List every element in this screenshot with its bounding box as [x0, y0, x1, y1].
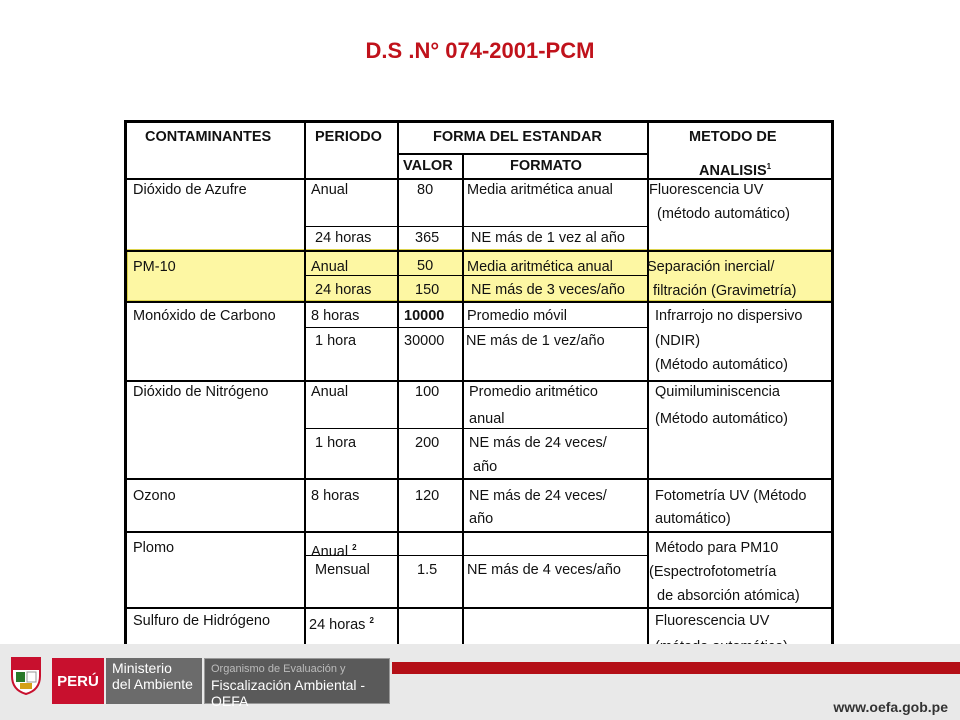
so2-m1: Fluorescencia UV [649, 182, 764, 198]
header-contaminantes: CONTAMINANTES [145, 129, 272, 145]
pm10-p2: 24 horas [315, 282, 372, 298]
header-analisis-note: 1 [766, 162, 772, 171]
row-divider [304, 327, 647, 328]
pm10-name: PM-10 [133, 259, 176, 275]
h2s-m1: Fluorescencia UV [655, 613, 770, 629]
so2-p1: Anual [311, 182, 349, 198]
pb-m3: de absorción atómica) [657, 588, 800, 604]
so2-m2: (método automático) [657, 206, 790, 222]
website-url[interactable]: www.oefa.gob.pe [833, 699, 948, 715]
co-name: Monóxido de Carbono [133, 308, 276, 324]
no2-m1: Quimiluminiscencia [655, 384, 780, 400]
row-divider [397, 153, 647, 155]
ministry-line2: del Ambiente [112, 676, 193, 692]
row-divider [127, 301, 834, 303]
co-m3: (Método automático) [655, 357, 788, 373]
peru-coat-of-arms-icon [8, 652, 44, 696]
co-f1: Promedio móvil [467, 308, 567, 324]
header-formato: FORMATO [510, 158, 582, 174]
no2-v1: 100 [415, 384, 440, 400]
page-title: D.S .N° 074-2001-PCM [365, 38, 595, 63]
col-divider [647, 123, 649, 666]
so2-p2: 24 horas [315, 230, 372, 246]
oefa-line1: Organismo de Evaluación y [211, 663, 346, 675]
o3-m1: Fotometría UV (Método [655, 488, 807, 504]
so2-f1: Media aritmética anual [467, 182, 613, 198]
oefa-logo [204, 658, 390, 709]
pm10-p1: Anual [311, 259, 349, 275]
pm10-m1: Separación inercial/ [647, 259, 775, 275]
header-analisis-text: ANALISIS [699, 162, 767, 179]
no2-f2a: NE más de 24 veces/ [469, 435, 607, 451]
ministry-logo [106, 658, 202, 704]
pb-name: Plomo [133, 540, 175, 556]
pb-v2: 1.5 [417, 562, 438, 578]
row-divider [127, 250, 834, 252]
peru-logo: PERÚ [52, 658, 104, 704]
no2-name: Dióxido de Nitrógeno [133, 384, 269, 400]
so2-v1: 80 [417, 182, 434, 198]
h2s-p1 [309, 612, 374, 634]
header-valor: VALOR [403, 158, 453, 174]
pb-p2: Mensual [315, 562, 370, 578]
footer-red-bar [392, 662, 960, 674]
co-p1: 8 horas [311, 308, 360, 324]
so2-name: Dióxido de Azufre [133, 182, 247, 198]
pm10-f2: NE más de 3 veces/año [471, 282, 625, 298]
no2-f1a: Promedio aritmético [469, 384, 598, 400]
no2-m2: (Método automático) [655, 411, 788, 427]
col-divider [462, 153, 464, 666]
co-v1: 10000 [404, 308, 445, 324]
row-divider [127, 607, 834, 609]
co-m2: (NDIR) [655, 333, 701, 349]
co-m1: Infrarrojo no dispersivo [655, 308, 803, 324]
pb-p1-text: Anual [311, 543, 349, 560]
o3-f1a: NE más de 24 veces/ [469, 488, 607, 504]
header-analisis [699, 158, 771, 180]
no2-v2: 200 [415, 435, 440, 451]
h2s-name: Sulfuro de Hidrógeno [133, 613, 271, 629]
pm10-v1: 50 [417, 258, 434, 274]
h2s-p1-text: 24 horas [309, 616, 366, 633]
pb-m2: (Espectrofotometría [649, 564, 777, 580]
header-periodo: PERIODO [315, 129, 382, 145]
o3-m2: automático) [655, 511, 731, 527]
no2-f1b: anual [469, 411, 505, 427]
no2-f2b: año [473, 459, 498, 475]
co-p2: 1 hora [315, 333, 357, 349]
pm10-f1: Media aritmética anual [467, 259, 613, 275]
row-divider [304, 226, 647, 227]
pb-p1-note: 2 [352, 543, 357, 552]
ministry-line1: Ministerio [112, 660, 172, 676]
col-divider [397, 123, 399, 666]
row-divider [127, 531, 834, 533]
o3-name: Ozono [133, 488, 176, 504]
o3-f1b: año [469, 511, 494, 527]
so2-v2: 365 [415, 230, 440, 246]
no2-p1: Anual [311, 384, 349, 400]
header-metodo: METODO DE [689, 129, 777, 145]
co-f2: NE más de 1 vez/año [466, 333, 605, 349]
no2-p2: 1 hora [315, 435, 357, 451]
co-v2: 30000 [404, 333, 445, 349]
o3-p1: 8 horas [311, 488, 360, 504]
col-divider [304, 123, 306, 666]
o3-v1: 120 [415, 488, 440, 504]
header-forma: FORMA DEL ESTANDAR [433, 129, 602, 145]
pb-m1: Método para PM10 [655, 540, 779, 556]
pb-f2: NE más de 4 veces/año [467, 562, 621, 578]
pb-p1 [311, 539, 357, 561]
row-divider [127, 380, 834, 382]
pm10-m2: filtración (Gravimetría) [653, 283, 797, 299]
air-quality-standards-table [124, 120, 834, 666]
row-divider [304, 428, 647, 429]
h2s-p1-note: 2 [369, 616, 374, 625]
oefa-line2: Fiscalización Ambiental -OEFA [211, 677, 366, 709]
pm10-v2: 150 [415, 282, 440, 298]
so2-f2: NE más de 1 vez al año [471, 230, 625, 246]
row-divider [127, 478, 834, 480]
